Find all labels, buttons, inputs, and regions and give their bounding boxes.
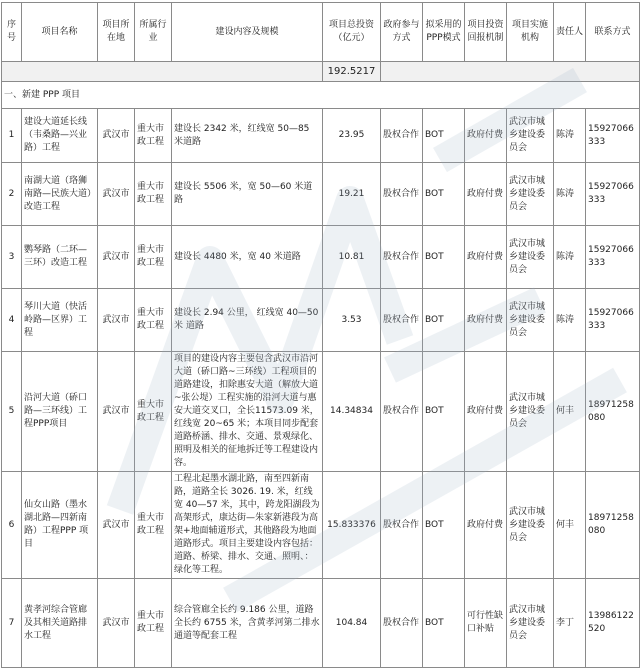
- cell-name: 建设大道延长线（韦桑路—兴业路）工程: [22, 109, 98, 163]
- header-gov-mode: 政府参与方式: [381, 3, 423, 62]
- cell-return: 可行性缺口补贴: [465, 579, 507, 668]
- header-return: 项目投资回报机制: [465, 3, 507, 62]
- cell-no: 6: [2, 472, 22, 579]
- total-blank-right: [381, 62, 640, 82]
- cell-investment: 104.84: [323, 579, 381, 668]
- cell-agency: 武汉市城乡建设委员会: [507, 352, 554, 472]
- cell-industry: 重大市政工程: [135, 109, 172, 163]
- table-row: [2, 163, 640, 226]
- table-row: [2, 226, 640, 289]
- cell-no: 3: [2, 226, 22, 289]
- cell-investment: 3.53: [323, 289, 381, 352]
- cell-ppp-mode: BOT: [423, 289, 465, 352]
- cell-owner: 陈涛: [554, 163, 586, 226]
- cell-contact: 15927066333: [586, 289, 640, 352]
- table-row: [2, 579, 640, 668]
- header-row: [2, 3, 640, 62]
- cell-agency: 武汉市城乡建设委员会: [507, 109, 554, 163]
- header-owner: 责任人: [554, 3, 586, 62]
- header-contact: 联系方式: [586, 3, 640, 62]
- cell-gov-mode: 股权合作: [381, 289, 423, 352]
- cell-return: 政府付费: [465, 472, 507, 579]
- cell-return: 政府付费: [465, 163, 507, 226]
- cell-name: 沿河大道（硚口路—三环线）工程PPP项目: [22, 352, 98, 472]
- cell-contact: 18971258080: [586, 352, 640, 472]
- cell-industry: 重大市政工程: [135, 289, 172, 352]
- cell-return: 政府付费: [465, 289, 507, 352]
- cell-ppp-mode: BOT: [423, 472, 465, 579]
- cell-no: 5: [2, 352, 22, 472]
- cell-industry: 重大市政工程: [135, 579, 172, 668]
- header-investment: 项目总投资（亿元）: [323, 3, 381, 62]
- cell-agency: 武汉市城乡建设委员会: [507, 289, 554, 352]
- cell-investment: 19.21: [323, 163, 381, 226]
- cell-location: 武汉市: [98, 472, 135, 579]
- cell-gov-mode: 股权合作: [381, 472, 423, 579]
- cell-location: 武汉市: [98, 352, 135, 472]
- cell-investment: 14.34834: [323, 352, 381, 472]
- cell-industry: 重大市政工程: [135, 163, 172, 226]
- cell-name: 鹦琴路（二环—三环）改造工程: [22, 226, 98, 289]
- cell-content: 工程北起墨水湖北路，南至四新南路，道路全长 3026. 19. 米，红线宽 40—57 米，其中，跨龙阳湖段为高架形式，康达街—朱家新港段为高架+地面辅道形式，其他路段为地面道路形式。项目主要建设内容包括：道路、桥梁、排水、交通、照明、：绿化等工程。: [172, 472, 323, 579]
- cell-ppp-mode: BOT: [423, 352, 465, 472]
- cell-ppp-mode: BOT: [423, 226, 465, 289]
- header-name: 项目名称: [22, 3, 98, 62]
- cell-name: 南湖大道（珞狮南路—民族大道）改造工程: [22, 163, 98, 226]
- cell-contact: 13986122520: [586, 579, 640, 668]
- total-blank: [2, 62, 323, 82]
- cell-gov-mode: 股权合作: [381, 226, 423, 289]
- cell-contact: 18971258080: [586, 472, 640, 579]
- project-table: [1, 2, 640, 668]
- cell-gov-mode: 股权合作: [381, 352, 423, 472]
- cell-owner: 陈涛: [554, 109, 586, 163]
- cell-location: 武汉市: [98, 109, 135, 163]
- table-row: [2, 352, 640, 472]
- cell-content: 综合管廊全长约 9.186 公里，道路全长约 6755 米，含黄孝河第二排水通道等配套工程: [172, 579, 323, 668]
- section-title: 一、新建 PPP 项目: [2, 82, 640, 109]
- cell-content: 建设长 2342 米，红线宽 50—85 米道路: [172, 109, 323, 163]
- cell-ppp-mode: BOT: [423, 109, 465, 163]
- cell-gov-mode: 股权合作: [381, 109, 423, 163]
- cell-contact: 15927066333: [586, 226, 640, 289]
- cell-ppp-mode: BOT: [423, 579, 465, 668]
- cell-no: 1: [2, 109, 22, 163]
- section-row: [2, 82, 640, 109]
- cell-agency: 武汉市城乡建设委员会: [507, 579, 554, 668]
- header-industry: 所属行业: [135, 3, 172, 62]
- cell-content: 建设长 4480 米，宽 40 米道路: [172, 226, 323, 289]
- cell-owner: 陈涛: [554, 289, 586, 352]
- cell-name: 仙女山路（墨水湖北路—四新南路）工程PPP 项目: [22, 472, 98, 579]
- cell-investment: 10.81: [323, 226, 381, 289]
- cell-agency: 武汉市城乡建设委员会: [507, 226, 554, 289]
- cell-return: 政府付费: [465, 352, 507, 472]
- cell-agency: 武汉市城乡建设委员会: [507, 472, 554, 579]
- cell-content: 建设长 2.94 公里， 红线宽 40—50 米 道路: [172, 289, 323, 352]
- total-row: [2, 62, 640, 82]
- cell-no: 2: [2, 163, 22, 226]
- cell-industry: 重大市政工程: [135, 472, 172, 579]
- header-content: 建设内容及规模: [172, 3, 323, 62]
- cell-agency: 武汉市城乡建设委员会: [507, 163, 554, 226]
- cell-investment: 23.95: [323, 109, 381, 163]
- cell-contact: 15927066333: [586, 163, 640, 226]
- header-no: 序号: [2, 3, 22, 62]
- cell-owner: 陈涛: [554, 226, 586, 289]
- cell-owner: 李丁: [554, 579, 586, 668]
- cell-no: 4: [2, 289, 22, 352]
- cell-industry: 重大市政工程: [135, 352, 172, 472]
- cell-name: 琴川大道（快活岭路—区界）工程: [22, 289, 98, 352]
- cell-return: 政府付费: [465, 109, 507, 163]
- cell-owner: 何丰: [554, 352, 586, 472]
- table-row: [2, 109, 640, 163]
- cell-owner: 何丰: [554, 472, 586, 579]
- total-investment: 192.5217: [323, 62, 381, 82]
- cell-location: 武汉市: [98, 163, 135, 226]
- cell-name: 黄孝河综合管廊及其相关道路排水工程: [22, 579, 98, 668]
- cell-contact: 15927066333: [586, 109, 640, 163]
- cell-content: 项目的建设内容主要包含武汉市沿河大道（硚口路~三环线）工程项目的道路建设，扣除惠安大道（解放大道~张公堤）工程实施的沿河大道与惠安大道交叉口，全长11573.09 米，红线宽 20~65 米；本项目同步配套道路桥涵、排水、交通、景观绿化、照明及相关的征地拆迁等工程建设内容。: [172, 352, 323, 472]
- cell-return: 政府付费: [465, 226, 507, 289]
- cell-gov-mode: 股权合作: [381, 579, 423, 668]
- cell-ppp-mode: BOT: [423, 163, 465, 226]
- cell-location: 武汉市: [98, 579, 135, 668]
- header-location: 项目所在地: [98, 3, 135, 62]
- cell-no: 7: [2, 579, 22, 668]
- cell-content: 建设长 5506 米，宽 50—60 米道路: [172, 163, 323, 226]
- header-agency: 项目实施机构: [507, 3, 554, 62]
- header-ppp-mode: 拟采用的PPP模式: [423, 3, 465, 62]
- cell-location: 武汉市: [98, 289, 135, 352]
- cell-gov-mode: 股权合作: [381, 163, 423, 226]
- cell-location: 武汉市: [98, 226, 135, 289]
- cell-investment: 15.833376: [323, 472, 381, 579]
- table-row: [2, 289, 640, 352]
- cell-industry: 重大市政工程: [135, 226, 172, 289]
- table-row: [2, 472, 640, 579]
